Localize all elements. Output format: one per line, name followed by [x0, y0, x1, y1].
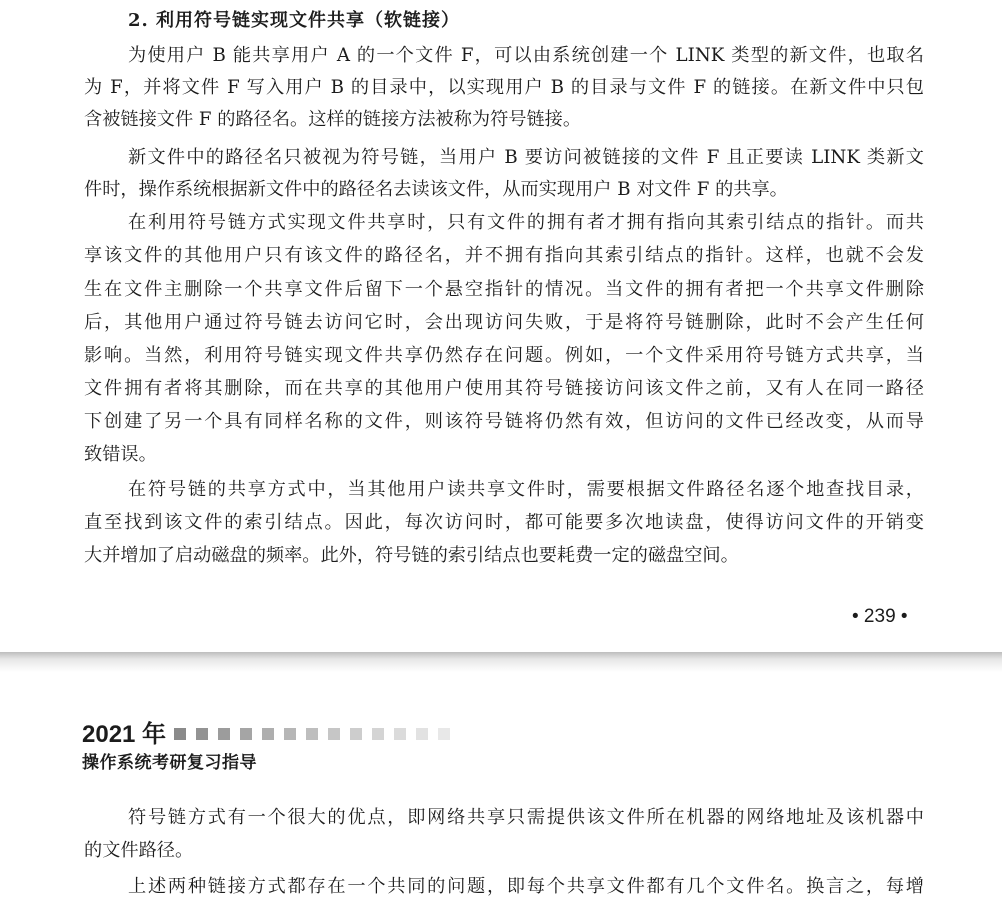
book-subtitle: 操作系统考研复习指导	[82, 753, 257, 772]
paragraph-line: 大并增加了启动磁盘的频率。此外，符号链的索引结点也要耗费一定的磁盘空间。	[84, 545, 739, 566]
paragraph-line: 文件拥有者将其删除，而在共享的其他用户使用其符号链接访问该文件之前，又有人在同一路径	[84, 378, 924, 399]
page-separator	[0, 652, 1002, 672]
paragraph-line: 上述两种链接方式都存在一个共同的问题，即每个共享文件都有几个文件名。换言之，每增	[128, 876, 924, 897]
decoration-square	[350, 728, 362, 740]
decoration-square	[196, 728, 208, 740]
paragraph-line: 致错误。	[84, 444, 157, 465]
paragraph-line: 为 F，并将文件 F 写入用户 B 的目录中，以实现用户 B 的目录与文件 F 的链接。在新文件中只包	[84, 77, 924, 98]
paragraph-line: 直至找到该文件的索引结点。因此，每次访问时，都可能要多次地读盘，使得访问文件的开销变	[84, 512, 924, 533]
decoration-square	[416, 728, 428, 740]
paragraph-line: 下创建了另一个具有同样名称的文件，则该符号链将仍然有效，但访问的文件已经改变，从而导	[84, 411, 924, 432]
decoration-square	[174, 728, 186, 740]
decoration-square	[262, 728, 274, 740]
decoration-square	[240, 728, 252, 740]
page-240	[0, 672, 1002, 906]
paragraph-line: 为使用户 B 能共享用户 A 的一个文件 F，可以由系统创建一个 LINK 类型的新文件，也取名	[128, 45, 924, 66]
paragraph-line: 新文件中的路径名只被视为符号链，当用户 B 要访问被链接的文件 F 且正要读 LINK 类新文	[128, 147, 924, 168]
paragraph-line: 生在文件主删除一个共享文件后留下一个悬空指针的情况。当文件的拥有者把一个共享文件删除	[84, 279, 924, 300]
page-number: • 239 •	[852, 606, 908, 627]
paragraph-line: 在符号链的共享方式中，当其他用户读共享文件时，需要根据文件路径名逐个地查找目录，	[128, 479, 924, 500]
decoration-square	[284, 728, 296, 740]
header-decoration-squares	[174, 728, 450, 740]
paragraph-line: 影响。当然，利用符号链实现文件共享仍然存在问题。例如，一个文件采用符号链方式共享，当	[84, 345, 924, 366]
decoration-square	[438, 728, 450, 740]
decoration-square	[306, 728, 318, 740]
paragraph-line: 符号链方式有一个很大的优点，即网络共享只需提供该文件所在机器的网络地址及该机器中	[128, 807, 924, 828]
decoration-square	[372, 728, 384, 740]
paragraph-line: 件时，操作系统根据新文件中的路径名去读该文件，从而实现用户 B 对文件 F 的共享。	[84, 179, 788, 200]
paragraph-line: 的文件路径。	[84, 840, 194, 861]
paragraph-line: 后，其他用户通过符号链去访问它时，会出现访问失败，于是将符号链删除，此时不会产生任何	[84, 312, 924, 333]
paragraph-line: 享该文件的其他用户只有该文件的路径名，并不拥有指向其索引结点的指针。这样，也就不会发	[84, 245, 924, 266]
paragraph-line: 含被链接文件 F 的路径名。这样的链接方法被称为符号链接。	[84, 109, 582, 130]
decoration-square	[218, 728, 230, 740]
section-heading: 2. 利用符号链实现文件共享（软链接）	[128, 10, 461, 31]
book-year-title: 2021 年	[82, 721, 167, 748]
decoration-square	[394, 728, 406, 740]
decoration-square	[328, 728, 340, 740]
paragraph-line: 在利用符号链方式实现文件共享时，只有文件的拥有者才拥有指向其索引结点的指针。而共	[128, 212, 924, 233]
